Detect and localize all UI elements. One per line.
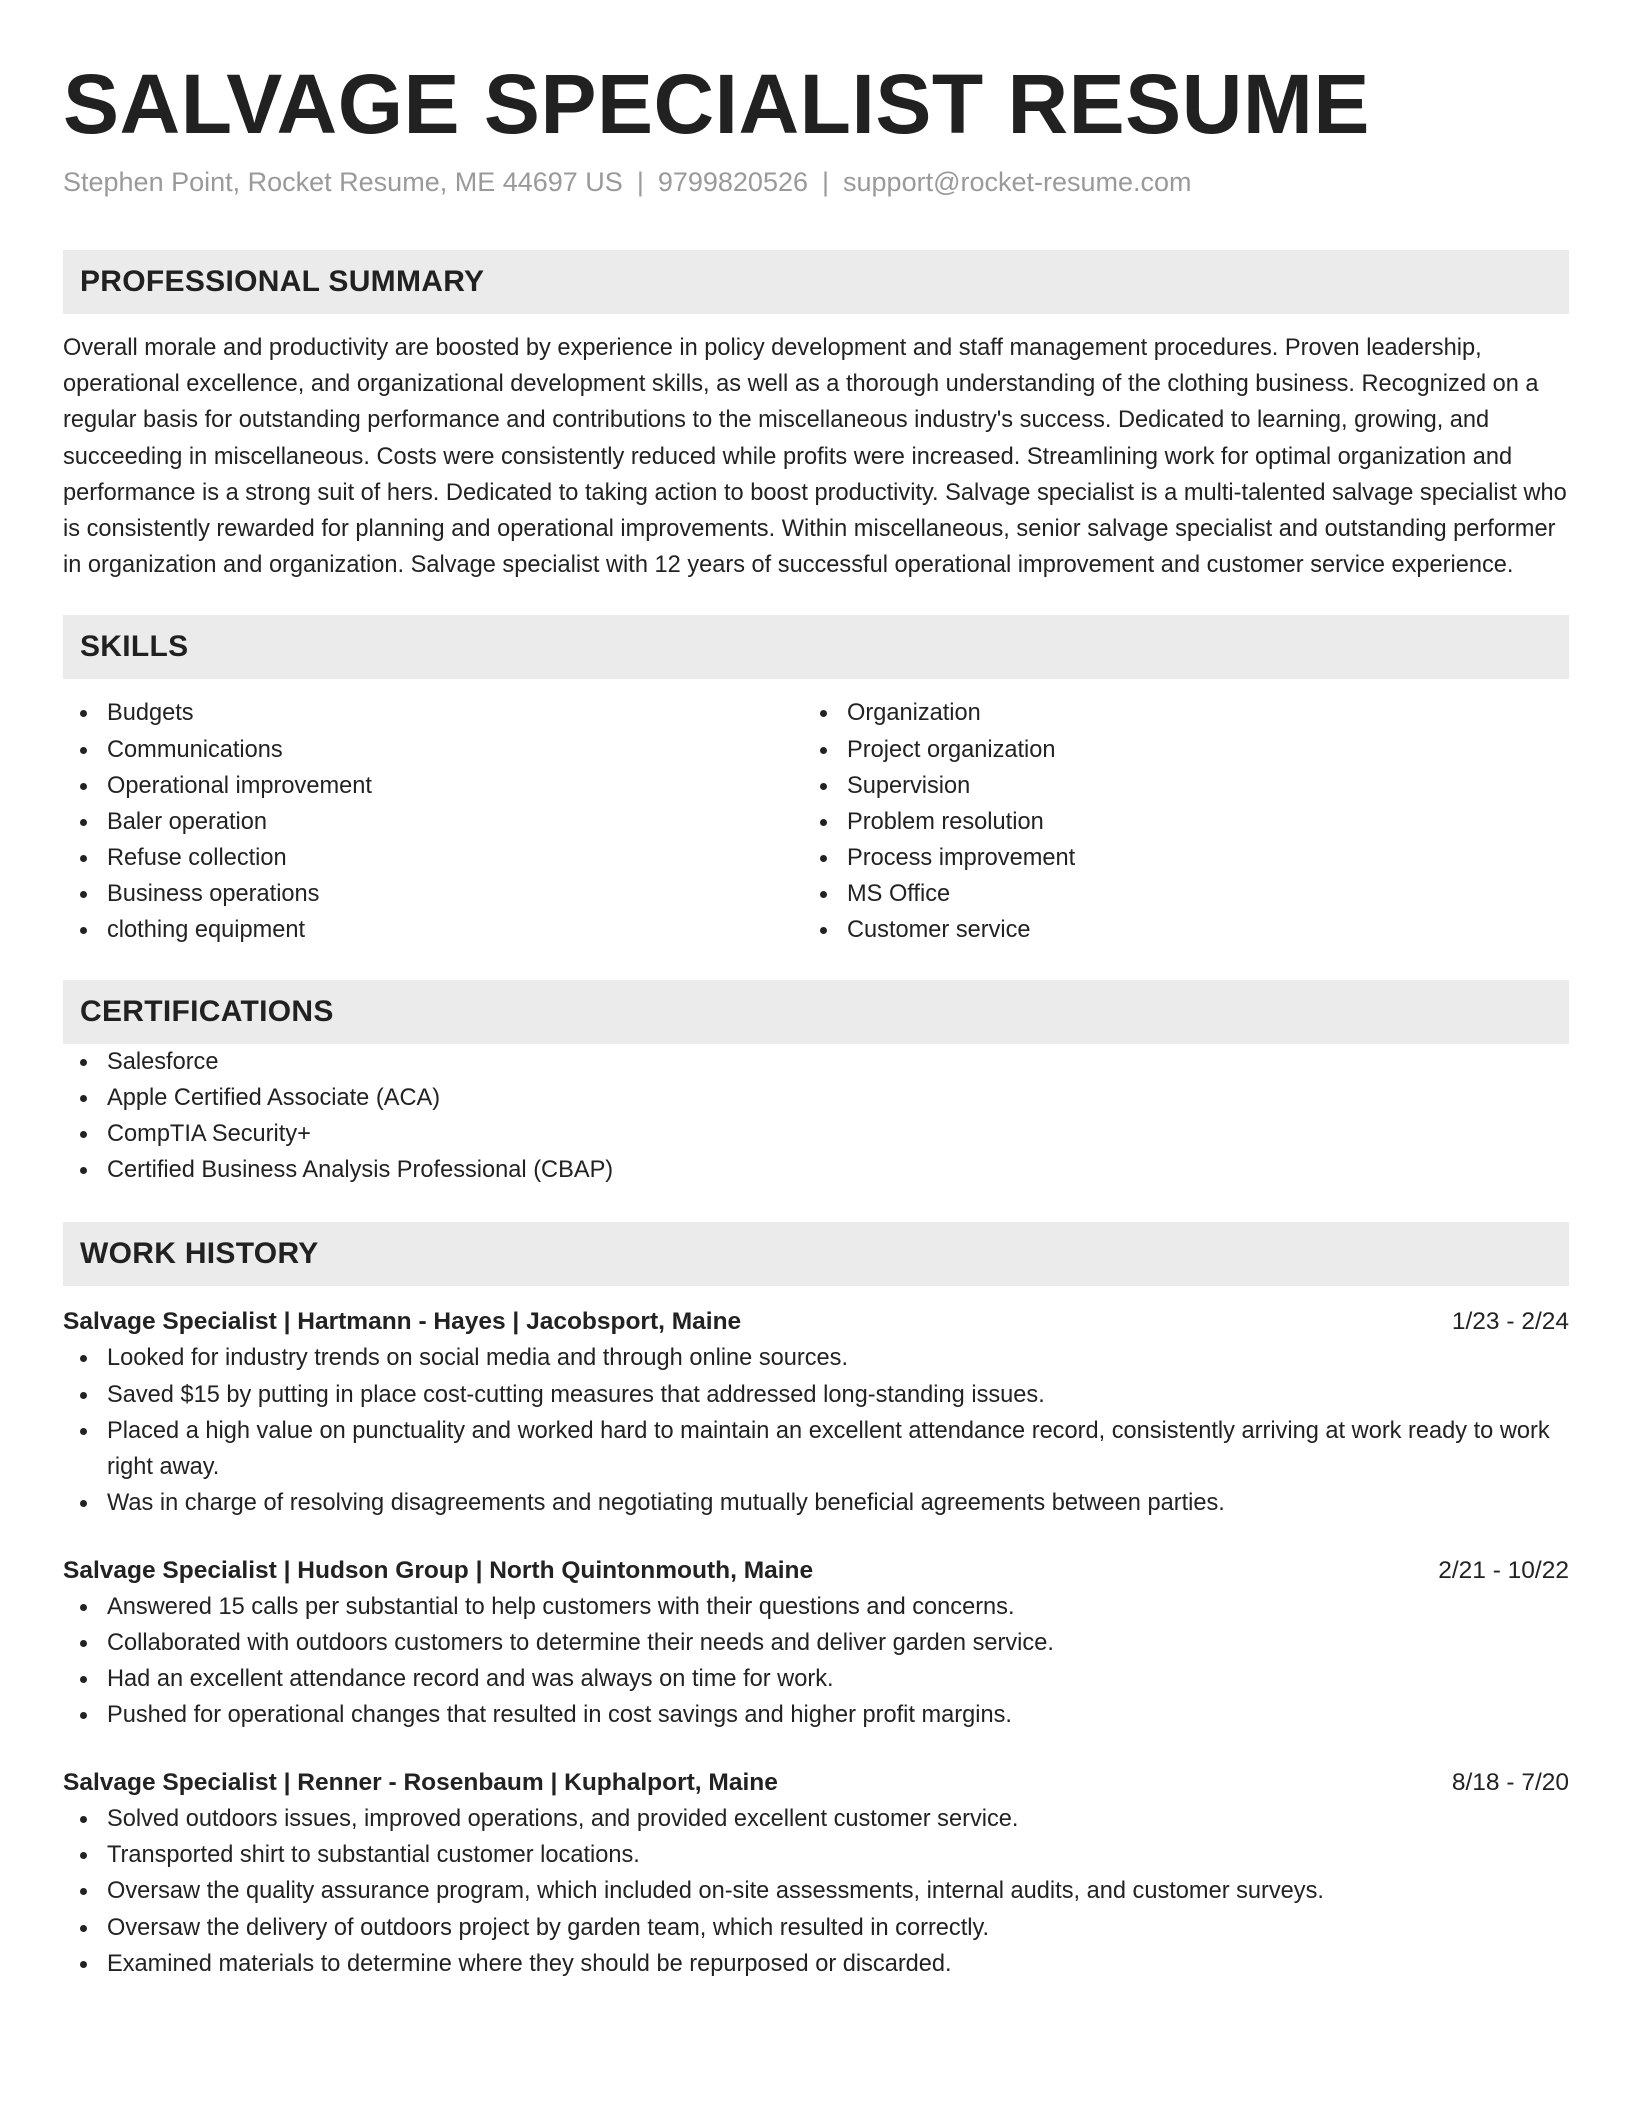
job-header: [63, 1765, 1569, 1801]
job-bullet: Had an excellent attendance record and was always on time for work.: [63, 1661, 1569, 1697]
certification-item: CompTIA Security+: [63, 1116, 1569, 1152]
job-entry: [63, 1553, 1569, 1733]
job-bullet: Saved $15 by putting in place cost-cutting measures that addressed long-standing issues.: [63, 1377, 1569, 1413]
certification-item: Apple Certified Associate (ACA): [63, 1080, 1569, 1116]
job-bullet: Placed a high value on punctuality and worked hard to maintain an excellent attendance record, consistently arriving at work ready to work right away.: [63, 1413, 1569, 1485]
skill-item: Supervision: [803, 768, 1543, 804]
skills-column-right: [803, 695, 1543, 948]
job-bullet: Oversaw the delivery of outdoors project by garden team, which resulted in correctly.: [63, 1910, 1569, 1946]
skills-column-left: [63, 695, 803, 948]
contact-separator: |: [822, 167, 830, 197]
skill-item: Project organization: [803, 732, 1543, 768]
skills-columns: [63, 695, 1569, 948]
job-header: [63, 1553, 1569, 1589]
section-header-certifications: CERTIFICATIONS: [63, 980, 1569, 1044]
summary-text: Overall morale and productivity are boosted by experience in policy development and staff management procedures. Proven leadership, operational excellence, and organizational development skills, as well as a thorough understanding of the clothing business. Recognized on a regular basis for outstanding performance and contributions to the miscellaneous industry's success. Dedicated to learning, growing, and succeeding in miscellaneous. Costs were consistently reduced while profits were increased. Streamlining work for optimal organization and performance is a strong suit of hers. Dedicated to taking action to boost productivity. Salvage specialist is a multi-talented salvage specialist who is consistently rewarded for planning and operational improvements. Within miscellaneous, senior salvage specialist and outstanding performer in organization and organization. Salvage specialist with 12 years of successful operational improvement and customer service experience.: [63, 335, 1567, 579]
skill-item: Operational improvement: [63, 768, 803, 804]
certification-item: Salesforce: [63, 1044, 1569, 1080]
skill-item: Baler operation: [63, 804, 803, 840]
contact-separator: |: [636, 167, 644, 197]
job-entry: [63, 1765, 1569, 1981]
certification-item: Certified Business Analysis Professional (CBAP): [63, 1152, 1569, 1188]
skill-item: Customer service: [803, 912, 1543, 948]
contact-email: support@rocket-resume.com: [843, 167, 1192, 197]
job-dates: 8/18 - 7/20: [1451, 1769, 1569, 1797]
certifications-list: [63, 1044, 1569, 1188]
job-bullet: Examined materials to determine where they should be repurposed or discarded.: [63, 1946, 1569, 1982]
job-bullet: Collaborated with outdoors customers to determine their needs and deliver garden service.: [63, 1625, 1569, 1661]
job-bullet: Was in charge of resolving disagreements and negotiating mutually beneficial agreements between parties.: [63, 1485, 1569, 1521]
job-header: [63, 1304, 1569, 1340]
job-dates: 2/21 - 10/22: [1438, 1556, 1569, 1584]
job-title: Salvage Specialist | Hartmann - Hayes | Jacobsport, Maine: [63, 1308, 742, 1336]
resume-title: SALVAGE SPECIALIST RESUME: [63, 57, 1370, 151]
job-bullet: Answered 15 calls per substantial to help customers with their questions and concerns.: [63, 1589, 1569, 1625]
skill-item: Process improvement: [803, 840, 1543, 876]
skill-item: Problem resolution: [803, 804, 1543, 840]
job-bullet: Transported shirt to substantial customer locations.: [63, 1837, 1569, 1873]
job-bullet: Oversaw the quality assurance program, which included on-site assessments, internal audits, and customer surveys.: [63, 1873, 1569, 1909]
job-bullet: Pushed for operational changes that resulted in cost savings and higher profit margins.: [63, 1697, 1569, 1733]
job-entry: [63, 1304, 1569, 1520]
contact-line: [63, 164, 1569, 200]
skill-item: MS Office: [803, 876, 1543, 912]
section-header-skills: SKILLS: [63, 615, 1569, 679]
skills-list-left: [63, 695, 803, 948]
job-dates: 1/23 - 2/24: [1451, 1308, 1569, 1336]
contact-address: Stephen Point, Rocket Resume, ME 44697 US: [63, 167, 623, 197]
skill-item: Communications: [63, 732, 803, 768]
skill-item: Refuse collection: [63, 840, 803, 876]
job-bullets: [63, 1801, 1569, 1981]
job-title: Salvage Specialist | Hudson Group | North Quintonmouth, Maine: [63, 1556, 814, 1584]
skill-item: Organization: [803, 695, 1543, 731]
job-bullet: Solved outdoors issues, improved operations, and provided excellent customer service.: [63, 1801, 1569, 1837]
job-bullets: [63, 1340, 1569, 1520]
skills-list-right: [803, 695, 1543, 948]
skill-item: clothing equipment: [63, 912, 803, 948]
section-header-work-history: WORK HISTORY: [63, 1222, 1569, 1286]
job-bullets: [63, 1589, 1569, 1733]
skill-item: Budgets: [63, 695, 803, 731]
job-bullet: Looked for industry trends on social media and through online sources.: [63, 1340, 1569, 1376]
job-title: Salvage Specialist | Renner - Rosenbaum | Kuphalport, Maine: [63, 1769, 778, 1797]
contact-phone: 9799820526: [657, 167, 808, 197]
skill-item: Business operations: [63, 876, 803, 912]
section-header-summary: PROFESSIONAL SUMMARY: [63, 250, 1569, 314]
